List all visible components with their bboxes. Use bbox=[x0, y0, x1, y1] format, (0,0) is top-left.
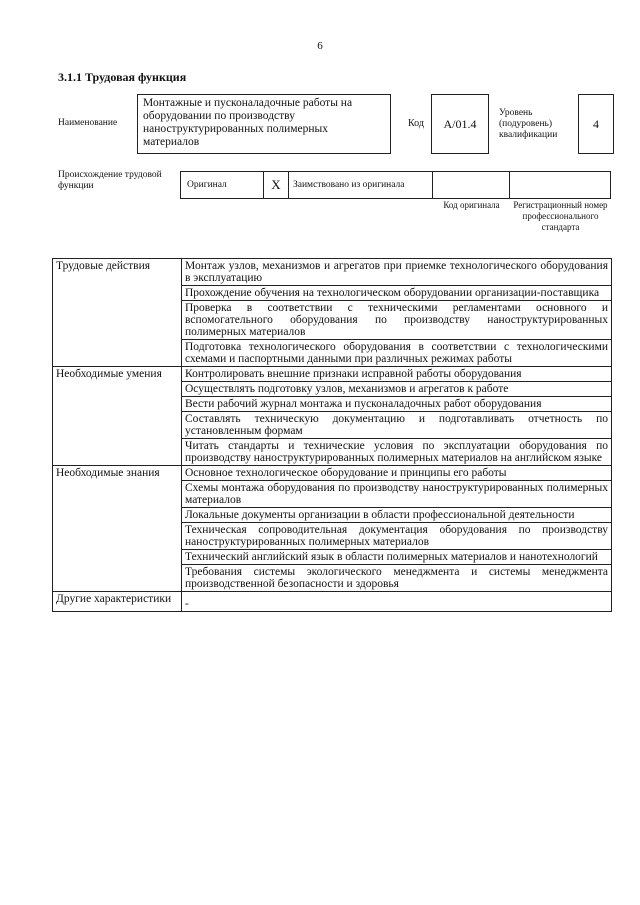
code-original-label: Код оригинала bbox=[443, 200, 500, 210]
origin-original-cell bbox=[181, 172, 264, 198]
table-row bbox=[53, 466, 612, 481]
table-cell: Техническая сопроводительная документация оборудования по производству наноструктурированных полимерных материалов bbox=[182, 523, 612, 550]
original-mark-cell bbox=[264, 172, 289, 198]
table-cell: Основное технологическое оборудование и принципы его работы bbox=[182, 466, 612, 481]
borrowed-label: Заимствовано из оригинала bbox=[293, 180, 405, 190]
table-cell: Читать стандарты и технические условия по эксплуатации оборудования по производству наноструктурированных полимерных материалов на английском языке bbox=[182, 439, 612, 466]
name-label: Наименование bbox=[58, 118, 118, 128]
section-label-knowledge: Необходимые знания bbox=[53, 466, 182, 592]
table-cell: Требования системы экологического менеджмента и системы менеджмента производственной безопасности и здоровья bbox=[182, 565, 612, 592]
origin-row bbox=[180, 171, 611, 199]
table-cell: Составлять техническую документацию и подготавливать отчетность по установленным формам bbox=[182, 412, 612, 439]
level-label: Уровень (подуровень) квалификации bbox=[499, 108, 558, 140]
table-cell: Технический английский язык в области полимерных материалов и нанотехнологий bbox=[182, 550, 612, 565]
function-table bbox=[52, 258, 612, 612]
code-box bbox=[431, 94, 489, 154]
level-value: 4 bbox=[593, 116, 599, 131]
table-row bbox=[53, 259, 612, 286]
table-cell: Вести рабочий журнал монтажа и пусконаладочных работ оборудования bbox=[182, 397, 612, 412]
borrowed-cell bbox=[289, 172, 433, 198]
code-value: A/01.4 bbox=[443, 116, 477, 131]
table-row bbox=[53, 367, 612, 382]
table-row bbox=[53, 592, 612, 612]
table-cell: Осуществлять подготовку узлов, механизмов и агрегатов к работе bbox=[182, 382, 612, 397]
table-cell: Контролировать внешние признаки исправной работы оборудования bbox=[182, 367, 612, 382]
page-number: 6 bbox=[317, 40, 323, 52]
original-mark: X bbox=[271, 177, 281, 192]
table-cell: Проверка в соответствии с техническими регламентами основного и вспомогательного оборудования по производству наноструктурированных полимерных материалов bbox=[182, 301, 612, 340]
code-label: Код bbox=[408, 118, 424, 129]
reg-number-label: Регистрационный номер профессионального стандарта bbox=[513, 200, 608, 232]
function-name-value: Монтажные и пусконаладочные работы на оборудовании по производству наноструктурированных полимерных материалов bbox=[143, 97, 353, 148]
table-cell: - bbox=[182, 592, 612, 612]
origin-label: Происхождение трудовой функции bbox=[58, 170, 162, 191]
table-cell: Монтаж узлов, механизмов и агрегатов при приемке технологического оборудования в эксплуатацию bbox=[182, 259, 612, 286]
reg-number-cell bbox=[510, 172, 610, 198]
section-label-other: Другие характеристики bbox=[53, 592, 182, 612]
original-label: Оригинал bbox=[187, 180, 227, 190]
function-name-box bbox=[137, 94, 391, 154]
section-label-actions: Трудовые действия bbox=[53, 259, 182, 367]
code-original-cell bbox=[433, 172, 510, 198]
section-title: 3.1.1 Трудовая функция bbox=[58, 70, 187, 84]
section-label-skills: Необходимые умения bbox=[53, 367, 182, 466]
level-box bbox=[578, 94, 614, 154]
table-cell: Подготовка технологического оборудования в соответствии с технологическими схемами и паспортными данными при различных режимах работы bbox=[182, 340, 612, 367]
table-cell: Локальные документы организации в области профессиональной деятельности bbox=[182, 508, 612, 523]
table-cell: Схемы монтажа оборудования по производству наноструктурированных полимерных материалов bbox=[182, 481, 612, 508]
table-cell: Прохождение обучения на технологическом оборудовании организации-поставщика bbox=[182, 286, 612, 301]
